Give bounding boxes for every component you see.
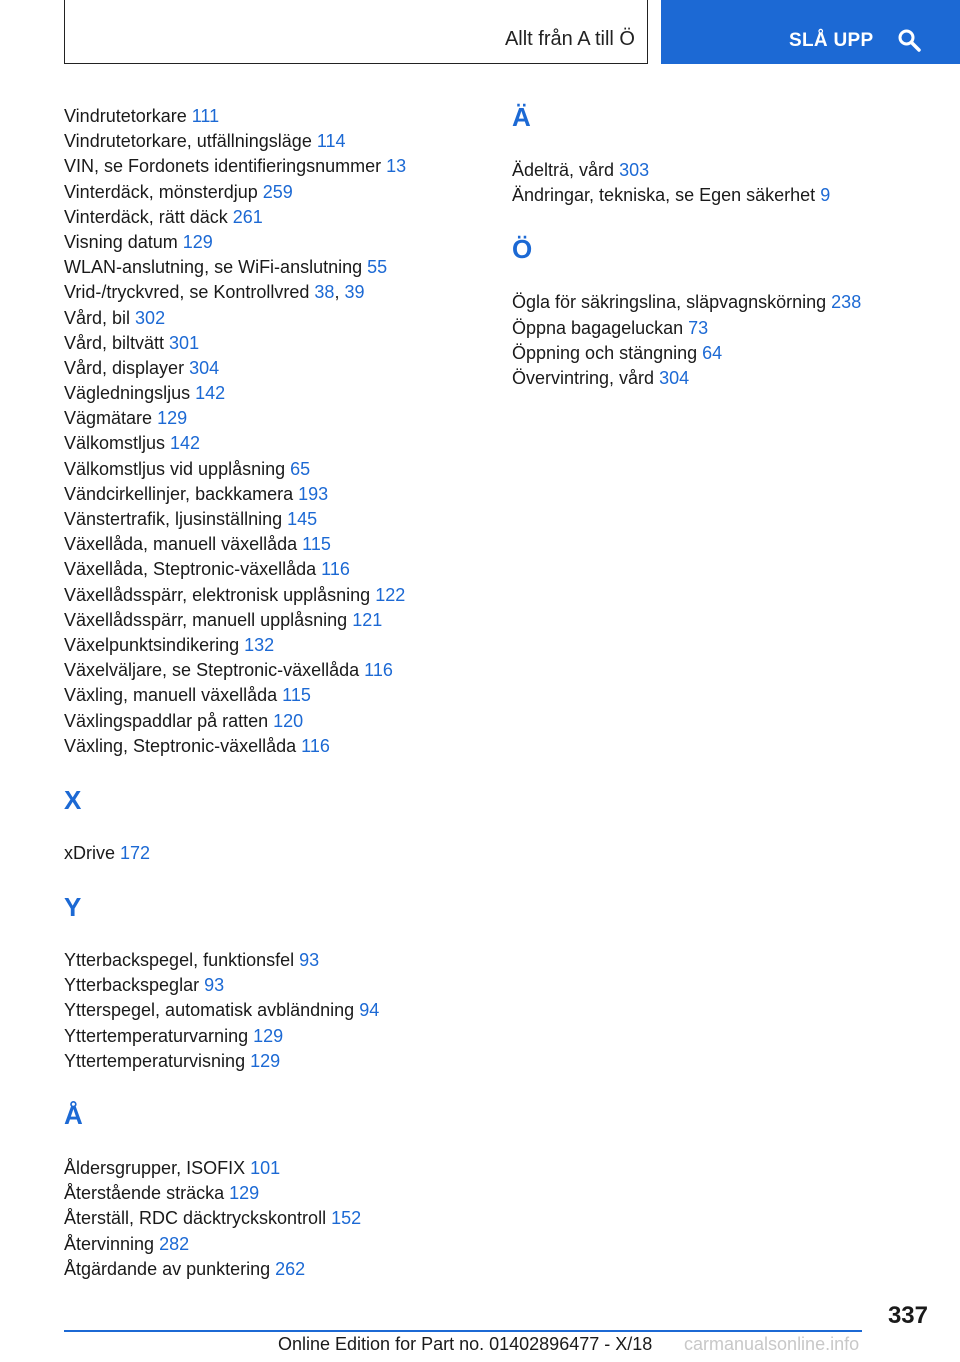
- header-title: Allt från A till Ö: [504, 28, 635, 50]
- index-letter-x: X: [64, 784, 82, 815]
- index-entry: [64, 129, 484, 154]
- index-entry: [64, 1232, 484, 1257]
- index-letter-y: Y: [64, 892, 82, 923]
- index-column-left: [64, 104, 484, 1282]
- magnifier-icon: [897, 28, 921, 52]
- page-reference-link[interactable]: 142: [195, 383, 226, 404]
- index-entry-text: Visning datum: [64, 231, 183, 252]
- index-entry: [64, 180, 484, 205]
- header-title-box: [64, 0, 648, 64]
- index-section-x: [64, 841, 484, 866]
- page-reference-link[interactable]: 121: [352, 609, 383, 630]
- index-entry: [64, 431, 484, 456]
- index-letter-oe: Ö: [512, 234, 533, 265]
- index-section-aa: [64, 1156, 484, 1282]
- index-entry-text: Ytterbackspegel, funktionsfel: [64, 950, 300, 971]
- page-reference-link[interactable]: 73: [688, 317, 709, 338]
- index-entry-text: Återvinning: [64, 1233, 160, 1254]
- index-entry: [64, 381, 484, 406]
- index-section-y: [64, 948, 484, 1074]
- index-entry: [64, 507, 484, 532]
- index-entry: [64, 104, 484, 129]
- index-entry-text: Vård, biltvätt: [64, 332, 170, 353]
- index-entry: [64, 1181, 484, 1206]
- index-entry: [512, 316, 932, 341]
- index-section-v: [64, 104, 484, 759]
- index-entry-text: Yttertemperaturvisning: [64, 1050, 251, 1071]
- index-entry-text: Ädelträ, vård: [512, 160, 620, 180]
- index-entry-text: Vrid-/tryckvred, se Kontrollvred: [64, 282, 315, 303]
- index-entry: [64, 583, 484, 608]
- index-letter-ae: Ä: [512, 102, 531, 132]
- index-entry-text: Växling, manuell växellåda: [64, 685, 283, 706]
- page-reference-link[interactable]: 262: [275, 1258, 306, 1279]
- page-reference-link[interactable]: 129: [229, 1183, 260, 1204]
- index-entry: [64, 154, 484, 179]
- index-entry: [512, 158, 932, 183]
- index-entry-text: Vänstertrafik, ljusinställning: [64, 509, 288, 529]
- index-entry-text: Återställ, RDC däcktryckskontroll: [64, 1208, 332, 1229]
- index-entry: [64, 482, 484, 507]
- index-entry: [64, 1024, 484, 1049]
- index-entry: [64, 1156, 484, 1181]
- page-reference-link[interactable]: 145: [287, 509, 318, 529]
- page-reference-link[interactable]: 93: [204, 975, 225, 996]
- page-reference-link[interactable]: 94: [359, 1000, 380, 1021]
- page-reference-link[interactable]: 115: [302, 534, 331, 555]
- index-entry: [64, 709, 484, 734]
- search-button[interactable]: [661, 0, 960, 64]
- index-entry-text: Vård, bil: [64, 307, 136, 328]
- footer-edition-text: Online Edition for Part no. 01402896477 - X/18: [278, 1334, 653, 1354]
- index-entry: [512, 341, 932, 366]
- page-reference-link[interactable]: 116: [301, 735, 330, 756]
- index-entry: [64, 331, 484, 356]
- index-entry-text: Växling, Steptronic-växellåda: [64, 735, 302, 756]
- index-entry: [512, 366, 932, 391]
- index-entry: [64, 1206, 484, 1231]
- index-entry: [64, 356, 484, 381]
- footer-divider: [64, 1330, 862, 1332]
- page-separator: ,: [334, 282, 345, 303]
- index-entry-text: VIN, se Fordonets identifieringsnummer: [64, 156, 387, 177]
- footer-watermark: carmanualsonline.info: [684, 1334, 860, 1354]
- index-entry: [64, 280, 484, 305]
- page-reference-link[interactable]: 101: [250, 1158, 281, 1178]
- page-reference-link[interactable]: 129: [250, 1050, 281, 1071]
- index-entry-text: Växlingspaddlar på ratten: [64, 710, 274, 731]
- page-reference-link[interactable]: 304: [189, 357, 220, 378]
- page-reference-link[interactable]: 122: [375, 584, 406, 605]
- index-entry-text: Växelpunktsindikering: [64, 634, 245, 655]
- index-entry-text: Ytterbackspeglar: [64, 975, 205, 996]
- index-entry: [64, 633, 484, 658]
- page-number: 337: [887, 1302, 928, 1329]
- page-reference-link[interactable]: 115: [282, 685, 311, 706]
- index-entry-text: Övervintring, vård: [512, 367, 660, 388]
- index-entry: [64, 734, 484, 759]
- index-entry: [64, 557, 484, 582]
- index-entry: [64, 532, 484, 557]
- index-column-right: [512, 104, 932, 391]
- index-entry-text: Växellåda, manuell växellåda: [64, 534, 303, 555]
- index-entry-text: Yttertemperaturvarning: [64, 1025, 254, 1046]
- index-entry-text: Ändringar, tekniska, se Egen säkerhet: [512, 185, 821, 206]
- page-reference-link[interactable]: 172: [120, 842, 151, 863]
- page-reference-link[interactable]: 142: [170, 433, 201, 454]
- page-reference-link[interactable]: 282: [159, 1233, 190, 1254]
- page-reference-link[interactable]: 238: [831, 292, 862, 313]
- index-entry-text: Vägmätare: [64, 408, 158, 429]
- index-entry-text: Välkomstljus vid upplåsning: [64, 458, 291, 479]
- page-reference-link[interactable]: 120: [273, 710, 304, 731]
- page-reference-link[interactable]: 93: [299, 950, 320, 971]
- index-letter-aa: Å: [64, 1100, 83, 1130]
- index-entry-text: Ytterspegel, automatisk avbländning: [64, 1000, 360, 1021]
- page-reference-link[interactable]: 116: [321, 559, 350, 580]
- page-reference-link[interactable]: 301: [169, 332, 200, 353]
- index-entry-text: Återstående sträcka: [64, 1183, 230, 1204]
- index-entry-text: Åldersgrupper, ISOFIX: [64, 1158, 251, 1178]
- index-entry-text: Välkomstljus: [64, 433, 171, 454]
- index-entry-text: Växellådsspärr, manuell upplåsning: [64, 609, 353, 630]
- index-entry-text: Vändcirkellinjer, backkamera: [64, 483, 299, 504]
- index-entry-text: Vård, displayer: [64, 357, 190, 378]
- page-reference-link[interactable]: 39: [344, 282, 365, 303]
- index-entry: [512, 290, 932, 315]
- index-entry: [64, 306, 484, 331]
- index-entry-text: Vindrutetorkare: [64, 106, 192, 126]
- page-reference-link[interactable]: 9: [820, 185, 831, 206]
- page-reference-link[interactable]: 302: [135, 307, 166, 328]
- page-reference-link[interactable]: 303: [619, 160, 650, 180]
- index-entry: [64, 841, 484, 866]
- index-entry-text: Ögla för säkringslina, släpvagnskörning: [512, 292, 832, 313]
- index-section-oe: [512, 290, 932, 391]
- index-entry: [64, 406, 484, 431]
- page-reference-link[interactable]: 259: [262, 181, 293, 202]
- index-entry: [64, 608, 484, 633]
- index-entry: [64, 255, 484, 280]
- index-entry-text: Växelväljare, se Steptronic-växellåda: [64, 660, 365, 681]
- page-reference-link[interactable]: 65: [290, 458, 311, 479]
- page-reference-link[interactable]: 304: [659, 367, 690, 388]
- page-reference-link[interactable]: 111: [191, 106, 220, 126]
- page-reference-link[interactable]: 129: [157, 408, 188, 429]
- page-reference-link[interactable]: 116: [364, 660, 393, 681]
- index-entry: [64, 998, 484, 1023]
- search-button-label: SLÅ UPP: [789, 30, 874, 51]
- index-entry-text: Växellåda, Steptronic-växellåda: [64, 559, 322, 580]
- index-entry-text: Åtgärdande av punktering: [64, 1258, 276, 1279]
- page-reference-link[interactable]: 129: [253, 1025, 284, 1046]
- page-reference-link[interactable]: 38: [314, 282, 335, 303]
- index-section-ae: [512, 158, 932, 208]
- page-reference-link[interactable]: 193: [298, 483, 329, 504]
- index-entry: [64, 1257, 484, 1282]
- index-entry: [64, 683, 484, 708]
- index-entry-text: Vindrutetorkare, utfällningsläge: [64, 131, 317, 152]
- index-entry-text: WLAN-anslutning, se WiFi-anslutning: [64, 257, 368, 278]
- index-entry-text: xDrive: [64, 842, 121, 863]
- index-entry: [64, 457, 484, 482]
- index-entry: [64, 973, 484, 998]
- index-entry-text: Växellådsspärr, elektronisk upplåsning: [64, 584, 376, 605]
- index-entry-text: Vinterdäck, rätt däck: [64, 206, 233, 227]
- page-reference-link[interactable]: 129: [182, 231, 213, 252]
- index-entry: [64, 948, 484, 973]
- index-entry: [64, 230, 484, 255]
- page-reference-link[interactable]: 64: [702, 342, 723, 363]
- index-entry-text: Öppning och stängning: [512, 342, 703, 363]
- page-reference-link[interactable]: 152: [331, 1208, 362, 1229]
- index-entry: [512, 183, 932, 208]
- page-reference-link[interactable]: 132: [244, 634, 275, 655]
- index-entry: [64, 1049, 484, 1074]
- page-reference-link[interactable]: 13: [386, 156, 407, 177]
- index-entry: [64, 205, 484, 230]
- index-entry-text: Vinterdäck, mönsterdjup: [64, 181, 263, 202]
- index-entry: [64, 658, 484, 683]
- page-reference-link[interactable]: 55: [367, 257, 388, 278]
- index-entry-text: Vägledningsljus: [64, 383, 196, 404]
- page-reference-link[interactable]: 114: [316, 131, 346, 152]
- page-reference-link[interactable]: 261: [232, 206, 263, 227]
- index-entry-text: Öppna bagageluckan: [512, 317, 689, 338]
